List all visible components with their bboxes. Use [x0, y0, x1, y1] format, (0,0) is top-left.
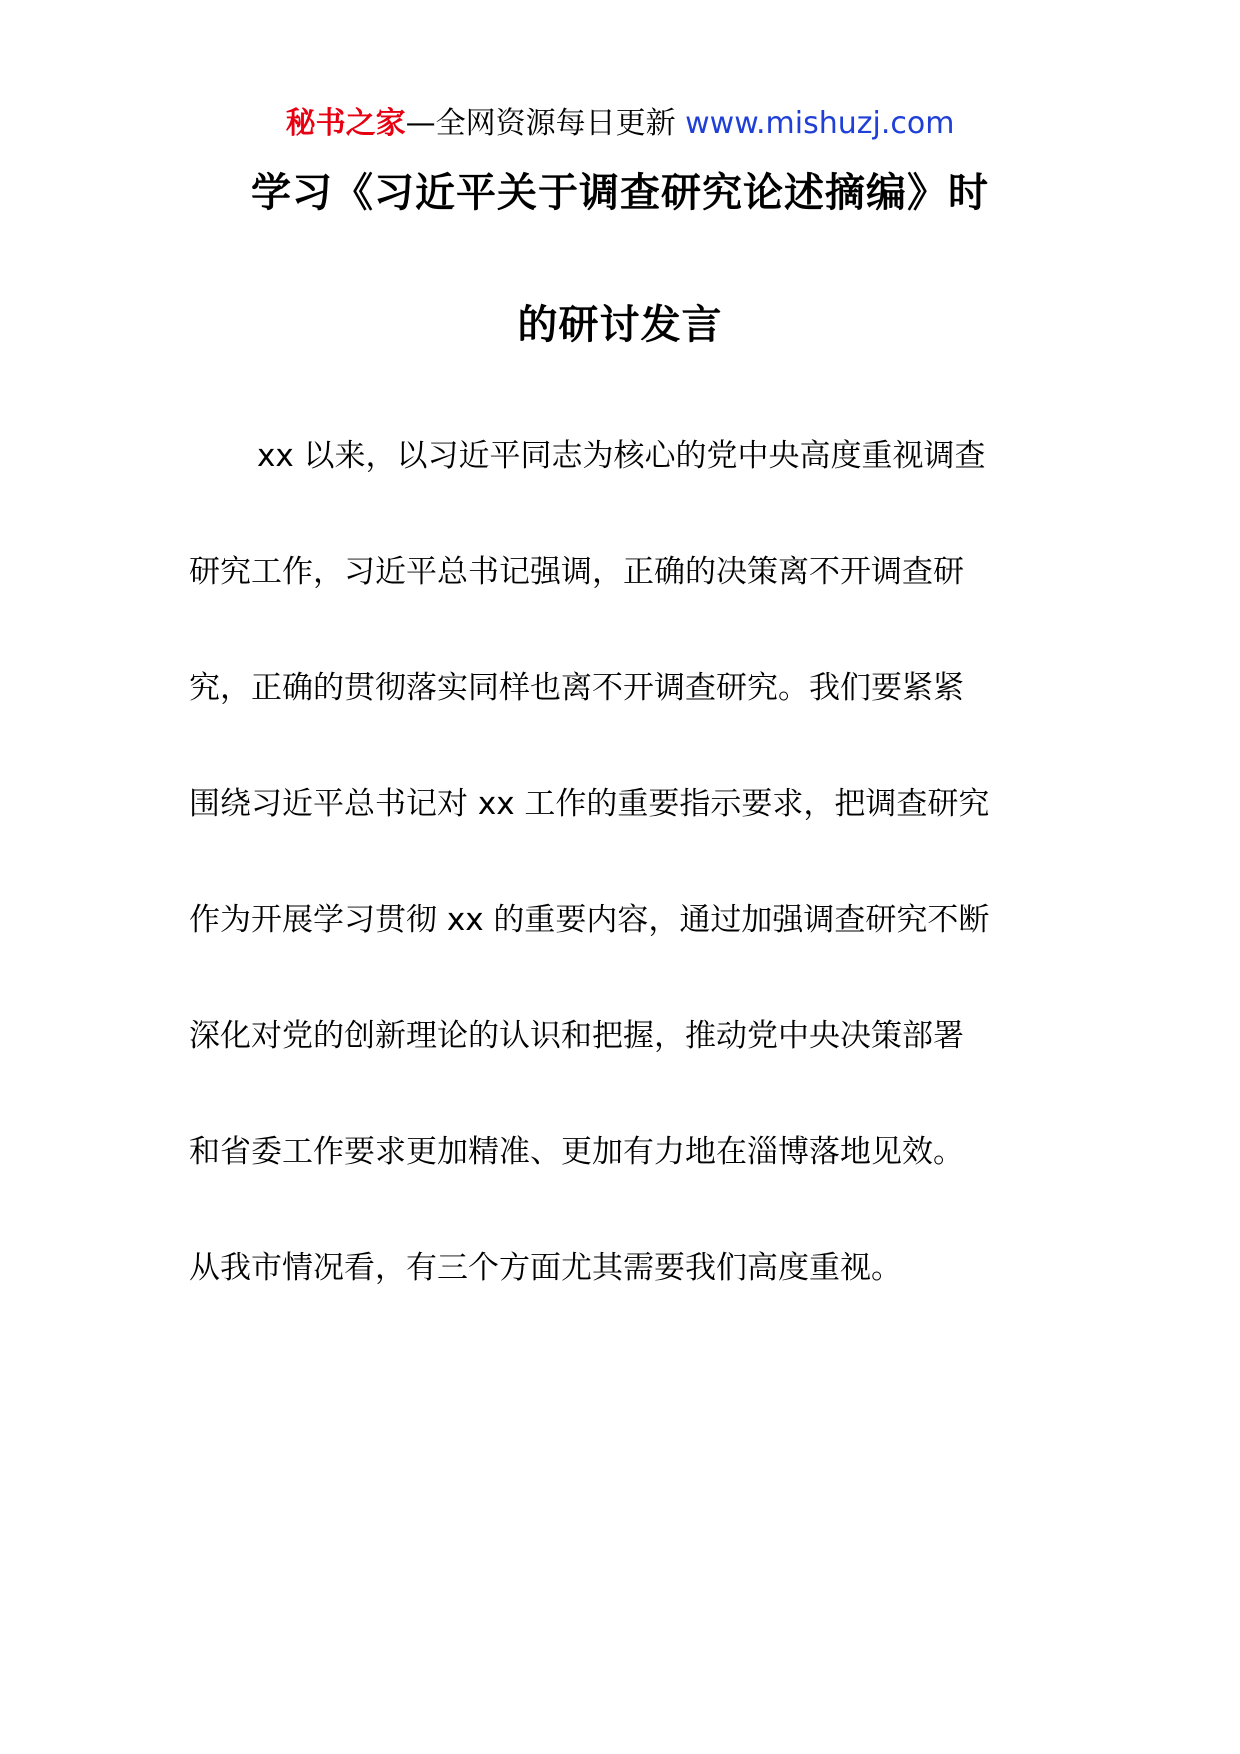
site-tagline: —全网资源每日更新	[405, 106, 676, 141]
site-brand: 秘书之家	[285, 106, 406, 141]
body-line-2: 研究工作，习近平总书记强调，正确的决策离不开调查研	[189, 554, 964, 590]
site-header	[0, 104, 1240, 144]
body-line-8: 从我市情况看，有三个方面尤其需要我们高度重视。	[189, 1250, 902, 1286]
body-line-1: xx 以来，以习近平同志为核心的党中央高度重视调查	[257, 438, 986, 474]
document-title-line-2: 的研讨发言	[517, 302, 723, 348]
body-line-7: 和省委工作要求更加精准、更加有力地在淄博落地见效。	[189, 1134, 964, 1170]
body-line-6: 深化对党的创新理论的认识和把握，推动党中央决策部署	[189, 1018, 964, 1054]
body-line-3: 究，正确的贯彻落实同样也离不开调查研究。我们要紧紧	[189, 670, 964, 706]
body-line-5: 作为开展学习贯彻 xx 的重要内容，通过加强调查研究不断	[189, 902, 990, 938]
site-url-link[interactable]: www.mishuzj.com	[685, 106, 955, 141]
body-line-4: 围绕习近平总书记对 xx 工作的重要指示要求，把调查研究	[189, 786, 990, 822]
document-title-line-1: 学习《习近平关于调查研究论述摘编》时	[251, 170, 989, 216]
